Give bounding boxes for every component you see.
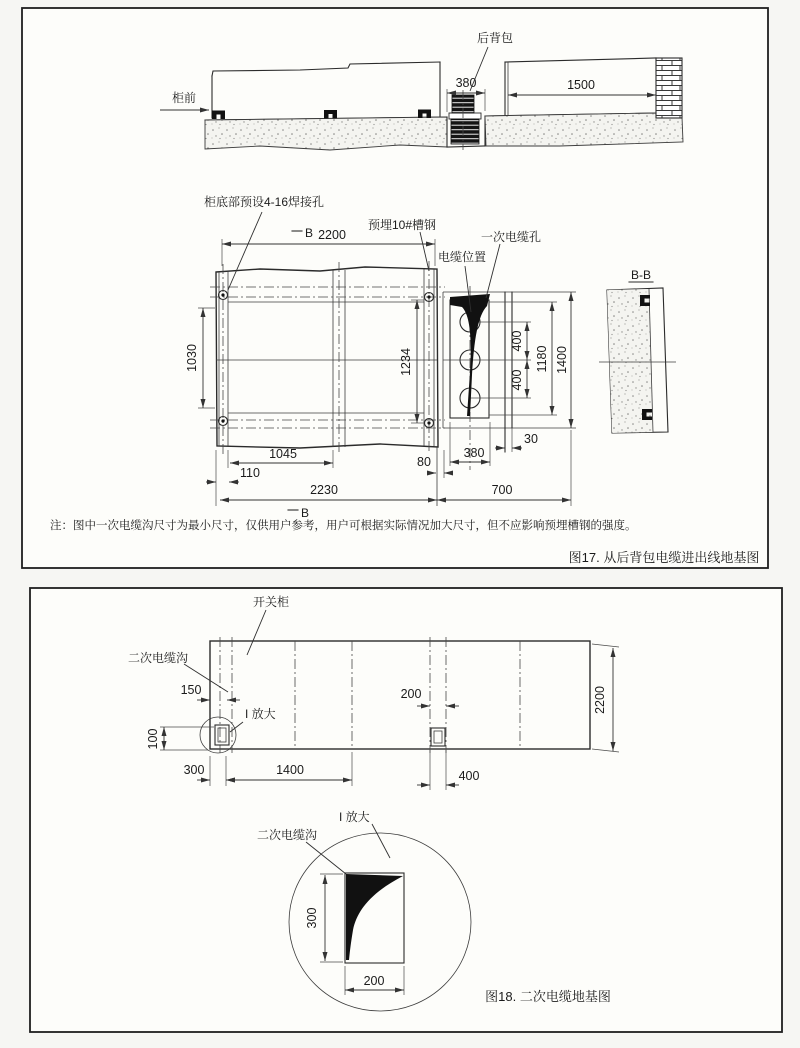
detail-dim-300: 300	[305, 907, 319, 929]
rear-pack-label: 后背包	[476, 31, 514, 45]
channel-steel-label: 预埋10#槽钢	[368, 218, 437, 232]
section-bb-title: B-B	[630, 268, 652, 282]
dim-150: 150	[180, 683, 202, 697]
secondary-trench-label: 二次电缆沟	[128, 651, 189, 665]
dim-1180: 1180	[535, 345, 549, 373]
figure18-panel	[30, 588, 782, 1032]
dim-80: 80	[417, 455, 431, 469]
dim-400: 400	[458, 769, 480, 783]
figure18-caption: 图18. 二次电缆地基图	[485, 989, 611, 1004]
primary-cable-hole-label: 一次电缆孔	[481, 230, 542, 244]
dim-380: 380	[463, 446, 485, 460]
section-cut-mark-bottom: B	[301, 506, 310, 520]
dim-wall-clearance: 1500	[567, 78, 595, 92]
switchgear-label: 开关柜	[253, 595, 290, 609]
dim-2200: 2200	[318, 228, 346, 242]
dim-400-lower: 400	[510, 369, 524, 391]
detail-enlarge-label: I 放大	[339, 810, 370, 824]
dim-1030: 1030	[185, 344, 199, 372]
cable-stack-lower	[451, 119, 479, 144]
cabinet-front-label: 柜前	[171, 91, 197, 105]
cable-position-label: 电缆位置	[438, 250, 487, 264]
dim-400-upper: 400	[510, 330, 524, 352]
dim-700: 700	[491, 483, 513, 497]
figure17-caption: 图17. 从后背包电缆进出线地基图	[568, 550, 760, 565]
dim-200: 200	[400, 687, 422, 701]
weld-holes-label: 柜底部预设4-16焊接孔	[204, 195, 325, 209]
section-cut-mark-top: B	[305, 226, 314, 240]
dim-2200-fig18: 2200	[593, 686, 607, 714]
cable-base-plate	[449, 113, 481, 119]
dim-1400: 1400	[276, 763, 304, 777]
enlarge-label: I 放大	[245, 707, 276, 721]
dim-300: 300	[183, 763, 205, 777]
detail-trench-label: 二次电缆沟	[257, 828, 318, 842]
dim-trench-width: 380	[455, 76, 477, 90]
dim-100: 100	[146, 728, 160, 750]
dim-1400: 1400	[555, 346, 569, 374]
dim-1045: 1045	[269, 447, 297, 461]
figure17-panel	[22, 8, 768, 568]
dim-30: 30	[524, 432, 538, 446]
brick-wall	[656, 58, 682, 118]
dim-2230: 2230	[310, 483, 338, 497]
dim-110: 110	[240, 466, 260, 480]
figure17-note: 注：图中一次电缆沟尺寸为最小尺寸，仅供用户参考，用户可根据实际情况加大尺寸，但不应影响预埋槽钢的强度。	[50, 520, 637, 532]
concrete-floor-right	[485, 113, 683, 146]
concrete-floor-left	[205, 117, 447, 150]
detail-dim-200: 200	[363, 974, 385, 988]
dim-1234: 1234	[399, 348, 413, 376]
